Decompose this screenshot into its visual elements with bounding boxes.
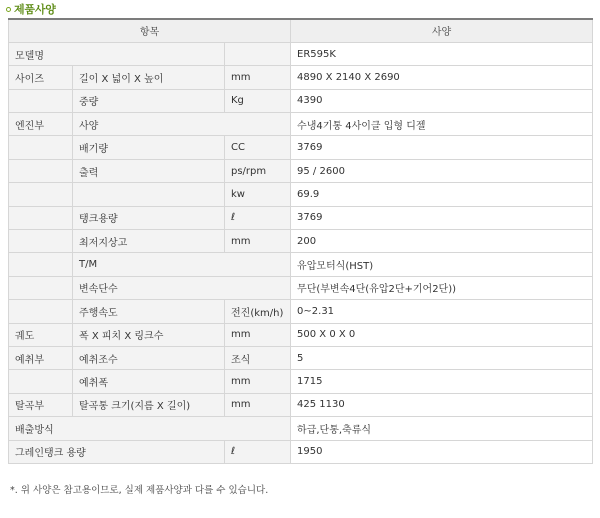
row-label: 그레인탱크 용량 xyxy=(9,440,225,463)
table-row xyxy=(9,323,593,346)
row-unit: kw xyxy=(225,183,291,206)
row-item: 탈곡통 크기(지름 X 길이) xyxy=(73,393,225,416)
row-item: 사양 xyxy=(73,113,291,136)
row-item: 배기량 xyxy=(73,136,225,159)
header-spec: 사양 xyxy=(291,19,593,42)
row-unit: CC xyxy=(225,136,291,159)
row-value: 유압모터식(HST) xyxy=(291,253,593,276)
row-item: 탱크용량 xyxy=(73,206,225,229)
row-group xyxy=(9,230,73,253)
table-row xyxy=(9,66,593,89)
table-row xyxy=(9,346,593,369)
header-item: 항목 xyxy=(9,19,291,42)
row-group: 예취부 xyxy=(9,346,73,369)
table-row xyxy=(9,370,593,393)
row-group xyxy=(9,300,73,323)
row-item: 길이 X 넓이 X 높이 xyxy=(73,66,225,89)
row-unit: ps/rpm xyxy=(225,159,291,182)
table-row xyxy=(9,230,593,253)
row-group xyxy=(9,253,73,276)
row-item: 출력 xyxy=(73,159,225,182)
circle-bullet-icon xyxy=(6,7,11,12)
row-unit: mm xyxy=(225,66,291,89)
table-row xyxy=(9,440,593,463)
table-row xyxy=(9,253,593,276)
row-group xyxy=(9,370,73,393)
row-value: 500 X 0 X 0 xyxy=(291,323,593,346)
row-group xyxy=(9,136,73,159)
row-unit: mm xyxy=(225,323,291,346)
row-group xyxy=(9,89,73,112)
table-row xyxy=(9,276,593,299)
row-value: 하급,단통,축류식 xyxy=(291,417,593,440)
row-value: 5 xyxy=(291,346,593,369)
row-value: 95 / 2600 xyxy=(291,159,593,182)
row-value: 4890 X 2140 X 2690 xyxy=(291,66,593,89)
row-value: 425 1130 xyxy=(291,393,593,416)
row-item: 예취조수 xyxy=(73,346,225,369)
row-group: 사이즈 xyxy=(9,66,73,89)
table-row xyxy=(9,300,593,323)
row-value: 3769 xyxy=(291,206,593,229)
row-unit: ℓ xyxy=(225,440,291,463)
row-value: 무단(부변속4단(유압2단+기어2단)) xyxy=(291,276,593,299)
table-row xyxy=(9,206,593,229)
table-row xyxy=(9,159,593,182)
row-unit: 조식 xyxy=(225,346,291,369)
table-row xyxy=(9,136,593,159)
row-item: 변속단수 xyxy=(73,276,291,299)
row-group xyxy=(9,206,73,229)
row-group xyxy=(9,159,73,182)
table-row xyxy=(9,183,593,206)
table-row xyxy=(9,89,593,112)
row-item: 주행속도 xyxy=(73,300,225,323)
row-group: 엔진부 xyxy=(9,113,73,136)
section-title-text: 제품사양 xyxy=(14,3,56,16)
row-unit: mm xyxy=(225,370,291,393)
row-group xyxy=(9,276,73,299)
row-value: 200 xyxy=(291,230,593,253)
row-value: 수냉4기통 4사이클 입형 디젤 xyxy=(291,113,593,136)
row-item xyxy=(73,183,225,206)
row-label: 모델명 xyxy=(9,42,225,65)
row-unit xyxy=(225,42,291,65)
row-value: 69.9 xyxy=(291,183,593,206)
row-group xyxy=(9,183,73,206)
row-group: 궤도 xyxy=(9,323,73,346)
table-row xyxy=(9,393,593,416)
table-row xyxy=(9,113,593,136)
row-value: 1950 xyxy=(291,440,593,463)
spec-table xyxy=(8,18,593,464)
row-item: 폭 X 피치 X 링크수 xyxy=(73,323,225,346)
footnote: *. 위 사양은 참고용이므로, 실제 제품사양과 다를 수 있습니다. xyxy=(10,485,269,496)
row-value: 3769 xyxy=(291,136,593,159)
row-value: ER595K xyxy=(291,42,593,65)
table-row xyxy=(9,42,593,65)
row-label: 배출방식 xyxy=(9,417,291,440)
row-item: T/M xyxy=(73,253,291,276)
row-unit: Kg xyxy=(225,89,291,112)
row-value: 4390 xyxy=(291,89,593,112)
row-group: 탈곡부 xyxy=(9,393,73,416)
row-value: 0~2.31 xyxy=(291,300,593,323)
row-unit: mm xyxy=(225,230,291,253)
row-unit: 전진(km/h) xyxy=(225,300,291,323)
table-header-row xyxy=(9,19,593,42)
row-item: 최저지상고 xyxy=(73,230,225,253)
section-title xyxy=(6,2,56,16)
row-unit: mm xyxy=(225,393,291,416)
row-item: 예취폭 xyxy=(73,370,225,393)
row-item: 중량 xyxy=(73,89,225,112)
row-value: 1715 xyxy=(291,370,593,393)
table-row xyxy=(9,417,593,440)
row-unit: ℓ xyxy=(225,206,291,229)
